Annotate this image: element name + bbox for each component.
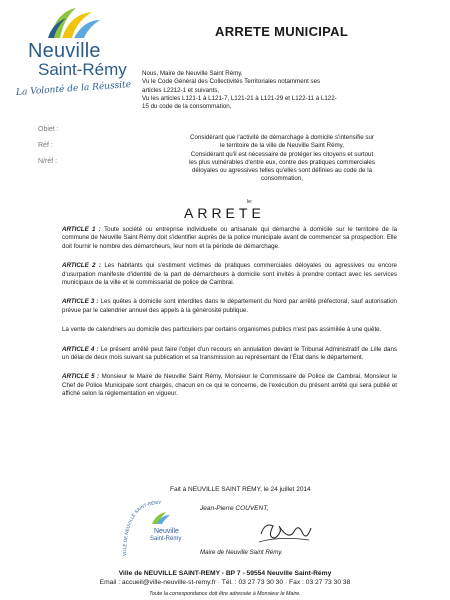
city-logo bbox=[14, 4, 134, 104]
article-text: Le présent arrêté peut faire l'objet d'un recours en annulation devant le Tribunal Administratif de Lille dans un délai de deux mois suivant sa publication et sa transmission au représentant de l'État dans le département. bbox=[62, 345, 397, 362]
considerant-line: les plus vulnérables d'entre eux, contre des pratiques commerciales bbox=[189, 158, 375, 166]
place-date: Fait à NEUVILLE SAINT REMY, le 24 juillet 2014 bbox=[170, 486, 311, 493]
preamble bbox=[142, 70, 412, 111]
stamp-logo: Neuville bbox=[154, 528, 179, 535]
footer-contact: Email : accueil@ville-neuville-st-remy.fr · Tél. : 03 27 73 30 30 · Fax : 03 27 73 30 38 bbox=[99, 579, 351, 586]
considerant-line: le territoire de la ville de Neuville Saint Rémy, bbox=[219, 142, 345, 150]
considerant-block bbox=[142, 134, 422, 184]
stamp-text: VILLE DE NEUVILLE SAINT-RÉMY bbox=[121, 499, 162, 556]
logo-emblem-icon bbox=[46, 4, 102, 40]
decree-label: le: bbox=[247, 199, 253, 205]
object-label: Obiet : bbox=[38, 126, 59, 133]
article-text: Les quêtes à domicile sont interdites dans le département du Nord par arrêté préfectoral, sauf autorisation prévue par le calendrier annuel des appels à la générosité publique. bbox=[62, 298, 397, 314]
article-text: Les habitants qui s'estiment victimes de pratiques commerciales déloyales ou agressives ou encore d'usurpation manifeste d'identité de la part de démarcheurs à domicile sont invités à prendre contact avec les services municipaux de la ville et le commissariat de police de Cambrai. bbox=[62, 262, 397, 287]
signer-name: Jean-Pierre COUVENT, bbox=[200, 505, 269, 512]
article-text: Monsieur le Maire de Neuville Saint Rémy, Monsieur le Commissaire de Police de Cambrai, Monsieur le Chef de Police Municipale sont chargés, chacun en ce qui le concerne, de l'exécution du présent arrêté qui sera publié et affiché selon la réglementation en vigueur. bbox=[62, 373, 397, 398]
preamble-line: 15 du code de la consommation, bbox=[142, 103, 232, 111]
article-3-note bbox=[62, 326, 397, 334]
article-label: ARTICLE 4 : bbox=[62, 345, 99, 353]
considerant-line: consommation, bbox=[261, 175, 303, 183]
articles bbox=[62, 226, 397, 410]
article-2 bbox=[62, 262, 397, 287]
preamble-line: Nous, Maire de Neuville Saint Rémy, bbox=[142, 70, 243, 77]
preamble-line: Vu le Code Général des Collectivités Territoriales notamment ses bbox=[142, 78, 321, 86]
article-5 bbox=[62, 373, 397, 398]
footer-note: Toute la correspondance doit être adressée à Monsieur le Maire. bbox=[149, 591, 301, 597]
article-label: ARTICLE 3 : bbox=[62, 298, 99, 306]
decree-heading: ARRETE bbox=[184, 205, 265, 221]
considerant-line: déloyales ou agressives telles qu'elles sont définies au code de la bbox=[191, 167, 373, 175]
article-1 bbox=[62, 226, 397, 251]
article-label: ARTICLE 5 : bbox=[62, 373, 100, 381]
signer-title: Maire de Neuville Saint Rémy. bbox=[200, 549, 283, 556]
logo-line2: Saint-Rémy bbox=[38, 60, 127, 79]
considerant-line: Considérant que l'activité de démarchage à domicile s'intensifie sur bbox=[190, 134, 374, 141]
logo-slogan: La Volonté de la Réussite bbox=[15, 79, 132, 99]
article-label: ARTICLE 1 : bbox=[62, 226, 101, 233]
article-text: Toute société ou entreprise individuelle ou artisanale qui démarche à domicile sur le territoire de la commune de Neuville Saint Rémy doit s'identifier auprès de la police municipale avant de commencer sa prospection. Elle doit fournir le nombre des démarcheurs, leur nom et la période de démarchage. bbox=[62, 226, 398, 250]
handwritten-signature-icon bbox=[255, 516, 315, 548]
article-text: La vente de calendriers au domicile des particuliers par certains organismes publics n'est pas assimilée à une quête. bbox=[62, 326, 382, 334]
considerant-line: Considérant qu'il est nécessaire de protéger les citoyens et surtout bbox=[190, 150, 374, 158]
official-stamp bbox=[118, 498, 200, 560]
our-ref-label: N/réf : bbox=[38, 158, 58, 165]
page-title: ARRETE MUNICIPAL bbox=[215, 24, 349, 39]
ref-label: Réf : bbox=[38, 142, 53, 149]
footer-address: Ville de NEUVILLE SAINT-REMY - BP 7 - 59554 Neuville Saint-Rémy bbox=[118, 570, 332, 577]
logo-line1: Neuville bbox=[28, 40, 101, 62]
article-label: ARTICLE 2 : bbox=[62, 262, 101, 270]
preamble-line: Vu les articles L121-1 à L121-7, L121-21 à L121-29 et L122-11 à L122- bbox=[142, 94, 337, 102]
article-4 bbox=[62, 346, 397, 363]
stamp-logo2: Saint-Rémy bbox=[150, 536, 182, 542]
article-3 bbox=[62, 298, 397, 315]
preamble-line: articles L2212-1 et suivants, bbox=[142, 86, 220, 94]
reference-labels bbox=[38, 122, 59, 170]
